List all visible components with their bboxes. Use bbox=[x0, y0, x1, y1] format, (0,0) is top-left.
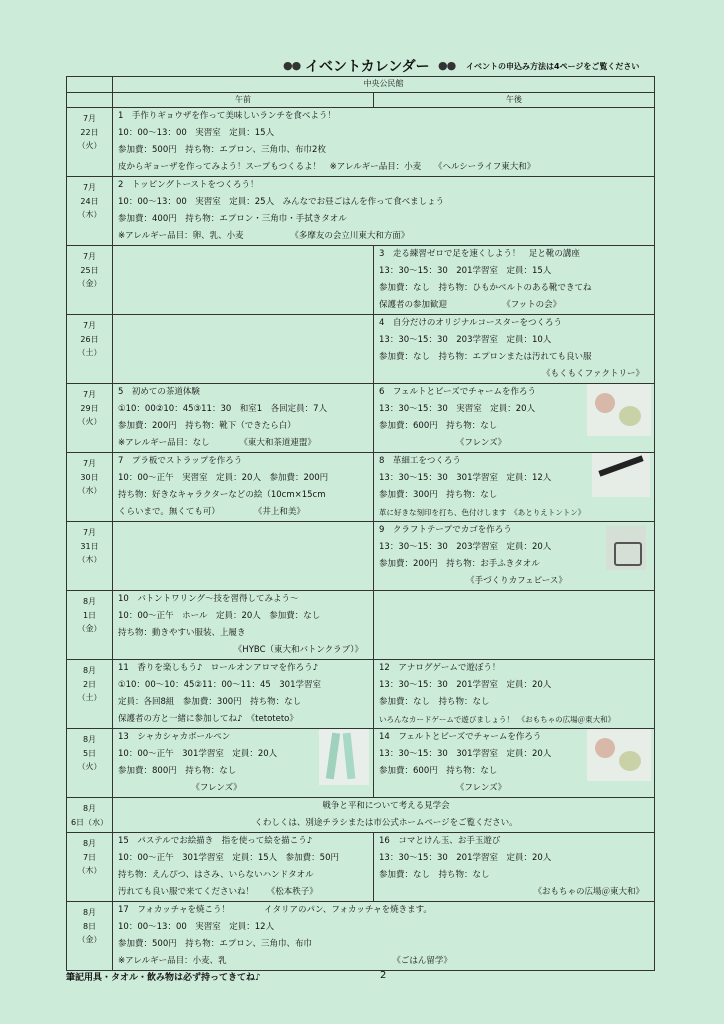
event-title: 8 革細工をつくろう bbox=[379, 456, 461, 466]
event-4: 4 自分だけのオリジナルコースターをつくろう 13：30～15：30 203学習室 定員：10人 参加費：なし 持ち物：エプロンまたは汚れても良い服 《もくもくファクトリー》 bbox=[374, 315, 655, 384]
date-cell: 7月 22日 （火） bbox=[67, 108, 113, 177]
empty-am-cell bbox=[113, 315, 374, 384]
event-6: 6 フェルトとビーズでチャームを作ろう 13：30～15：30 実習室 定員：20人 参加費：600円 持ち物：なし 《フレンズ》 bbox=[374, 384, 655, 453]
am-header: 午前 bbox=[113, 93, 374, 108]
event-12: 12 アナログゲームで遊ぼう！ 13：30～15：30 201学習室 定員：20人 参加費：なし 持ち物：なし いろんなカードゲームで遊びましょう！ 《おもちゃの広場＠東大和》 bbox=[374, 660, 655, 729]
felt-charm-photo bbox=[587, 729, 651, 781]
event-title: 2 トッピングトーストをつくろう！ bbox=[118, 180, 259, 190]
event-5: 5 初めての茶道体験 ①10：00②10：45③11：30 和室1 各回定員：7人 参加費：200円 持ち物：靴下（できたら白） ※アレルギー品目：なし 《東大和茶道連盟》 bbox=[113, 384, 374, 453]
event-16: 16 コマとけん玉、お手玉遊び 13：30～15：30 201学習室 定員：20人 参加費：なし 持ち物：なし 《おもちゃの広場＠東大和》 bbox=[374, 833, 655, 902]
basket-photo bbox=[606, 526, 646, 570]
event-title: 5 初めての茶道体験 bbox=[118, 387, 200, 397]
date-cell: 8月 8日 （金） bbox=[67, 902, 113, 971]
date-cell: 8月 7日 （木） bbox=[67, 833, 113, 902]
event-title: 10 バトントワリング～技を習得してみよう～ bbox=[118, 594, 299, 604]
event-calendar-table bbox=[66, 76, 655, 971]
event-title: 14 フェルトとビーズでチャームを作ろう bbox=[379, 732, 542, 742]
event-9: 9 クラフトテープでカゴを作ろう 13：30～15：30 203学習室 定員：20人 参加費：200円 持ち物：お手ふきタオル 《手づくりカフェピース》 bbox=[374, 522, 655, 591]
venue-header: 中央公民館 bbox=[113, 77, 655, 93]
event-title: 16 コマとけん玉、お手玉遊び bbox=[379, 836, 501, 846]
date-cell: 8月 2日 （土） bbox=[67, 660, 113, 729]
event-11: 11 香りを楽しもう♪ ロールオンアロマを作ろう♪ ①10：00～10：45②11：00～11：45 301学習室 定員：各回8組 参加費：300円 持ち物：なし 保護者の方と一緒に参加してね♪ 《tetoteto》 bbox=[113, 660, 374, 729]
ballpoint-pen-photo bbox=[319, 729, 369, 785]
page-number: 2 bbox=[380, 970, 387, 981]
page-title: イベントカレンダー bbox=[305, 59, 430, 75]
leather-craft-photo bbox=[592, 453, 650, 497]
date-cell: 7月 31日 （木） bbox=[67, 522, 113, 591]
date-cell: 8月 1日 （金） bbox=[67, 591, 113, 660]
event-title: 9 クラフトテープでカゴを作ろう bbox=[379, 525, 512, 535]
empty-pm-cell bbox=[374, 591, 655, 660]
date-cell: 7月 29日 （火） bbox=[67, 384, 113, 453]
date-cell: 7月 25日 （金） bbox=[67, 246, 113, 315]
event-title: 3 走る練習ゼロで足を速くしよう！ 足と靴の講座 bbox=[379, 249, 580, 259]
event-7: 7 プラ板でストラップを作ろう 10：00～正午 実習室 定員：20人 参加費：200円 持ち物：好きなキャラクターなどの絵（10cm×15cm くらいまで。無くても可） 《井上和美》 bbox=[113, 453, 374, 522]
event-8: 8 革細工をつくろう 13：30～15：30 301学習室 定員：12人 参加費：300円 持ち物：なし 革に好きな刻印を打ち、色付けします 《あとりえトントン》 bbox=[374, 453, 655, 522]
event-title: 4 自分だけのオリジナルコースターをつくろう bbox=[379, 318, 563, 328]
event-title: 7 プラ板でストラップを作ろう bbox=[118, 456, 243, 466]
event-17: 17 フォカッチャを焼こう！ イタリアのパン、フォカッチャを焼きます。 10：00～13：00 実習室 定員：12人 参加費：500円 持ち物：エプロン、三角巾、布巾 ※アレルギー品目：小麦、乳 《ごはん留学》 bbox=[113, 902, 655, 971]
event-title: 17 フォカッチャを焼こう！ イタリアのパン、フォカッチャを焼きます。 bbox=[118, 905, 432, 915]
event-title: 13 シャカシャカボールペン bbox=[118, 732, 231, 742]
date-cell: 8月 6日（水） bbox=[67, 798, 113, 833]
event-3: 3 走る練習ゼロで足を速くしよう！ 足と靴の講座 13：30～15：30 201学習室 定員：15人 参加費：なし 持ち物：ひもかベルトのある靴できてね 保護者の参加歓迎 《フットの会》 bbox=[374, 246, 655, 315]
empty-am-cell bbox=[113, 246, 374, 315]
date-cell: 7月 24日 （木） bbox=[67, 177, 113, 246]
empty-am-cell bbox=[113, 522, 374, 591]
pm-header: 午後 bbox=[374, 93, 655, 108]
corner-cell bbox=[67, 93, 113, 108]
page-header bbox=[0, 56, 724, 76]
event-1: 1 手作りギョウザを作って美味しいランチを食べよう！ 10：00～13：00 実習室 定員：15人 参加費：500円 持ち物：エプロン、三角巾、布巾2枚 皮からギョーザを作ってみよう！スープもつくるよ！ ※アレルギー品目：小麦 《ヘルシーライフ東大和》 bbox=[113, 108, 655, 177]
event-title: 戦争と平和について考える見学会 bbox=[322, 801, 450, 811]
corner-cell bbox=[67, 77, 113, 93]
application-note: イベントの申込み方法は4ページをご覧ください bbox=[466, 62, 640, 71]
event-14: 14 フェルトとビーズでチャームを作ろう 13：30～15：30 301学習室 定員：20人 参加費：600円 持ち物：なし 《フレンズ》 bbox=[374, 729, 655, 798]
event-title: 12 アナログゲームで遊ぼう！ bbox=[379, 663, 501, 673]
event-10: 10 バトントワリング～技を習得してみよう～ 10：00～正午 ホール 定員：20人 参加費：なし 持ち物：動きやすい服装、上履き 《HYBC（東大和バトンクラブ）》 bbox=[113, 591, 374, 660]
event-2: 2 トッピングトーストをつくろう！ 10：00～13：00 実習室 定員：25人 みんなでお昼ごはんを作って食べましょう 参加費：400円 持ち物：エプロン・三角巾・手拭きタオル ※アレルギー品目：卵、乳、小麦 《多摩友の会立川東大和方面》 bbox=[113, 177, 655, 246]
felt-charm-photo bbox=[587, 384, 651, 436]
event-13: 13 シャカシャカボールペン 10：00～正午 301学習室 定員：20人 参加費：800円 持ち物：なし 《フレンズ》 bbox=[113, 729, 374, 798]
event-title: 1 手作りギョウザを作って美味しいランチを食べよう！ bbox=[118, 111, 336, 121]
event-title: 6 フェルトとビーズでチャームを作ろう bbox=[379, 387, 536, 397]
footer-reminder: 筆記用具・タオル・飲み物は必ず持ってきてね♪ bbox=[66, 973, 261, 983]
event-15: 15 パステルでお絵描き 指を使って絵を描こう♪ 10：00～正午 301学習室 定員：15人 参加費：50円 持ち物：えんぴつ、はさみ、いらないハンドタオル 汚れても良い服で来てくださいね！ 《松本秩子》 bbox=[113, 833, 374, 902]
peace-tour-notice: 戦争と平和について考える見学会 くわしくは、別途チラシまたは市公式ホームページをご覧ください。 bbox=[113, 798, 655, 833]
date-cell: 7月 30日 （水） bbox=[67, 453, 113, 522]
date-cell: 7月 26日 （土） bbox=[67, 315, 113, 384]
event-title: 11 香りを楽しもう♪ ロールオンアロマを作ろう♪ bbox=[118, 663, 318, 673]
decor-dots-right: ●● bbox=[438, 59, 456, 72]
date-cell: 8月 5日 （火） bbox=[67, 729, 113, 798]
event-title: 15 パステルでお絵描き 指を使って絵を描こう♪ bbox=[118, 836, 313, 846]
decor-dots-left: ●● bbox=[283, 59, 301, 72]
